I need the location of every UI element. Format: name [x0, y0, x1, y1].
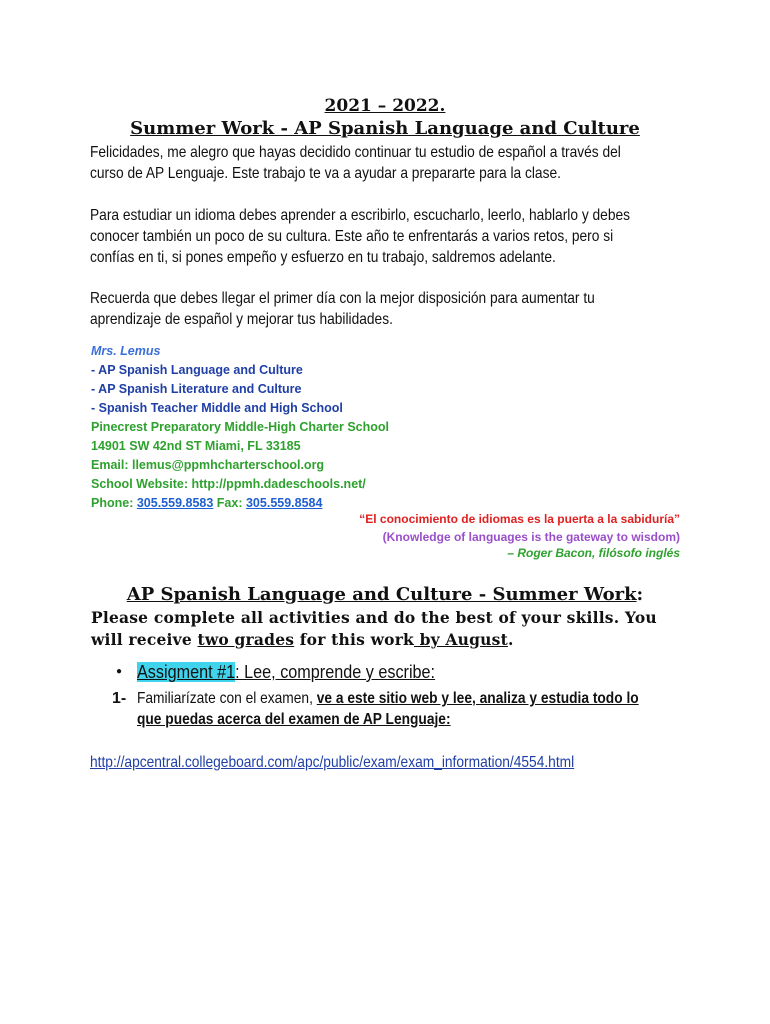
item-text: Familiarízate con el examen,	[137, 690, 317, 707]
item-number: 1-	[112, 690, 127, 707]
text-line: curso de AP Lenguaje. Este trabajo te va a ayudar a prepararte para la clase.	[90, 165, 561, 182]
item-line-2	[137, 711, 451, 729]
fax-link[interactable]: 305.559.8584	[245, 496, 323, 510]
signature-school: Pinecrest Preparatory Middle-High Charter School	[91, 420, 389, 434]
header-year: 2021 – 2022.	[324, 96, 446, 116]
instructions-line-1: Please complete all activities and do the best of your skills. You	[91, 608, 657, 627]
signature-name: Mrs. Lemus	[91, 344, 161, 358]
quote-english: (Knowledge of languages is the gateway to wisdom)	[382, 530, 680, 544]
signature-role: - AP Spanish Literature and Culture	[91, 382, 302, 396]
text-line: conocer también un poco de su cultura. Este año te enfrentarás a varios retos, pero si	[90, 228, 614, 245]
signature-website[interactable]: School Website: http://ppmh.dadeschools.net/	[91, 477, 366, 491]
intro-paragraph-3	[90, 288, 690, 330]
text-line: Felicidades, me alegro que hayas decidido continuar tu estudio de español a través del	[90, 144, 621, 161]
bullet-icon: ●	[116, 666, 123, 677]
instr-two-grades: two grades	[197, 630, 295, 649]
assignment-label: Assigment #1	[137, 662, 236, 682]
signature-email[interactable]: Email: llemus@ppmhcharterschool.org	[91, 458, 325, 472]
signature-phone-line	[91, 494, 322, 513]
instr-period: .	[507, 630, 514, 649]
phone-link[interactable]: 305.559.8583	[136, 496, 214, 510]
section-title	[0, 584, 770, 605]
section-title-colon: :	[636, 584, 644, 605]
assignment-title: : Lee, comprende y escribe:	[235, 662, 436, 682]
instr-by-august: by August	[414, 630, 508, 649]
text-line: Recuerda que debes llegar el primer día con la mejor disposición para aumentar tu	[90, 290, 595, 307]
fax-label: Fax:	[216, 496, 243, 510]
item-line-1	[137, 690, 639, 708]
instr-text: will receive	[91, 630, 198, 649]
signature-role: - AP Spanish Language and Culture	[91, 363, 303, 377]
intro-paragraph-2	[90, 205, 690, 268]
signature-address: 14901 SW 42nd ST Miami, FL 33185	[91, 439, 301, 453]
assignment-heading	[137, 662, 435, 683]
signature-role: - Spanish Teacher Middle and High School	[91, 401, 343, 415]
phone-label: Phone:	[91, 496, 134, 510]
text-line: Para estudiar un idioma debes aprender a escribirlo, escucharlo, leerlo, hablarlo y debes	[90, 207, 631, 224]
quote-spanish: “El conocimiento de idiomas es la puerta a la sabiduría”	[359, 512, 680, 526]
intro-paragraph-1	[90, 142, 690, 184]
text-line: confías en ti, si pones empeño y esfuerzo en tu trabajo, saldremos adelante.	[90, 249, 556, 266]
text-line: aprendizaje de español y mejorar tus habilidades.	[90, 311, 393, 328]
section-title-text: AP Spanish Language and Culture - Summer Work	[126, 584, 637, 605]
collegeboard-link[interactable]: http://apcentral.collegeboard.com/apc/public/exam/exam_information/4554.html	[90, 754, 575, 771]
instructions-line-2	[91, 630, 514, 649]
item-bold-text: ve a este sitio web y lee, analiza y estudia todo lo	[316, 690, 639, 707]
item-bold-text: que puedas acerca del examen de AP Lenguaje:	[137, 711, 451, 728]
instr-text: for this work	[294, 630, 414, 649]
header-title: Summer Work - AP Spanish Language and Culture	[130, 118, 640, 139]
quote-author: – Roger Bacon, filósofo inglés	[507, 546, 680, 560]
